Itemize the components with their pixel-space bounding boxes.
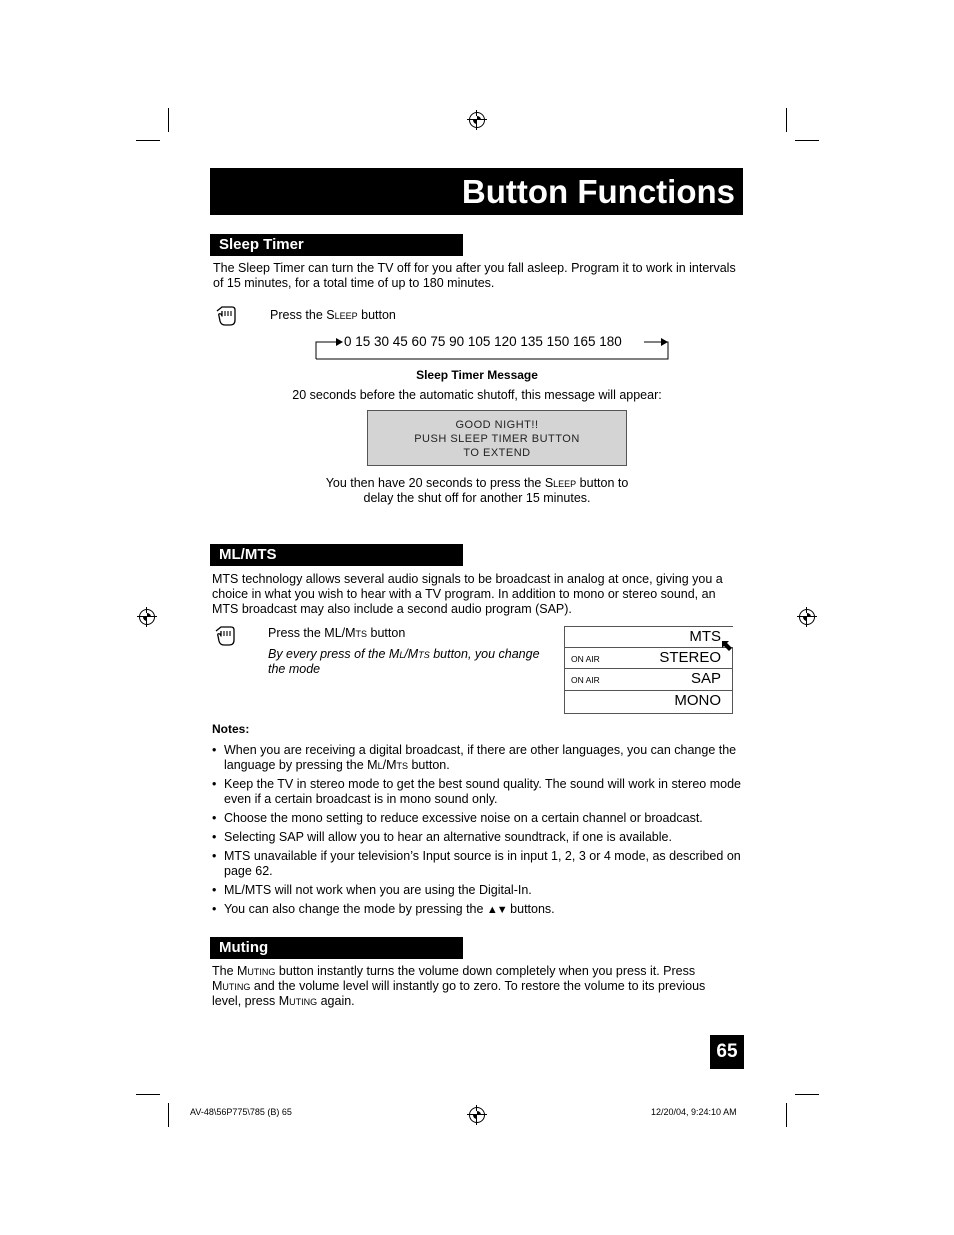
mts-row-label: SAP (690, 670, 721, 687)
sleep-after-text-line2: delay the shut off for another 15 minutes. (363, 491, 591, 505)
page-title-bar (210, 168, 743, 215)
muting-heading: Muting (210, 937, 463, 959)
note-text: /M (382, 758, 397, 772)
page-number: 65 (710, 1035, 744, 1069)
notes-list (212, 743, 747, 922)
note-text: You can also change the mode by pressing the (224, 902, 487, 916)
muting-text (212, 964, 747, 1009)
muting-text-part: The (212, 964, 238, 978)
sleep-message-intro: 20 seconds before the automatic shutoff, this message will appear: (292, 388, 662, 402)
crop-mark (136, 140, 160, 141)
list-item (212, 743, 747, 773)
muting-text-part: and the volume level will instantly go to zero. To restore the volume to its previous (250, 979, 706, 993)
sleep-sequence: 0 15 30 45 60 75 90 105 120 135 150 165 180 (344, 334, 622, 349)
note-text: buttons. (506, 902, 555, 916)
note-text-sc: l (377, 758, 383, 772)
crop-mark (795, 1094, 819, 1095)
mlmts-heading: ML/MTS (210, 544, 463, 566)
crop-mark (786, 1103, 787, 1127)
mlmts-press-suffix: button (367, 626, 406, 640)
mts-row-label: MTS (689, 628, 721, 645)
sleep-timer-heading: Sleep Timer (210, 234, 463, 256)
mts-row-stereo (564, 647, 733, 669)
mlmts-press-prefix: Press the (268, 626, 325, 640)
note-button-b: l (399, 647, 405, 661)
note-text: When you are receiving a digital broadcast, if there are other languages, you can change the language by pressing the M (224, 743, 737, 772)
mts-row-label: MONO (674, 692, 721, 709)
mts-row-header (564, 626, 733, 648)
footer-left: AV-48\56P775\785 (B) 65 (190, 1107, 292, 1117)
mlmts-button-name-a: ML/M (324, 626, 356, 640)
after-prefix: You then have 20 seconds to press the (325, 476, 545, 490)
on-air-label: ON AIR (571, 654, 600, 664)
up-down-arrow-icon: ▲▼ (486, 904, 507, 916)
after-button-name: Sleep (544, 476, 577, 490)
crop-mark (168, 1103, 169, 1127)
note-text: button. (408, 758, 450, 772)
sleep-message-box (367, 410, 627, 466)
sleep-message-title: Sleep Timer Message (416, 368, 538, 382)
registration-mark-icon (139, 609, 155, 625)
list-item (212, 902, 747, 918)
sleep-button-name: Sleep (326, 308, 358, 322)
crop-mark (168, 108, 169, 132)
note-suffix: button, you change the mode (268, 647, 540, 676)
message-line: PUSH SLEEP TIMER BUTTON (414, 433, 580, 445)
sleep-press-prefix: Press the (270, 308, 327, 322)
hand-press-icon (214, 625, 236, 647)
list-item (212, 849, 747, 879)
footer-right: 12/20/04, 9:24:10 AM (651, 1107, 737, 1117)
note-text: Choose the mono setting to reduce excessive noise on a certain channel or broadcast. (224, 811, 703, 825)
muting-text-part: button instantly turns the volume down completely when you press it. Press (275, 964, 696, 978)
muting-text-part: again. (317, 994, 355, 1008)
muting-text-part: level, press (212, 994, 279, 1008)
message-line: GOOD NIGHT!! (455, 419, 539, 431)
mts-mode-panel (564, 626, 734, 714)
message-line: TO EXTEND (463, 447, 531, 459)
sleep-after-text (0, 476, 954, 491)
mts-row-mono (564, 691, 733, 714)
page-title: Button Functions (461, 173, 735, 210)
cursor-arrow-icon (721, 640, 733, 652)
muting-line (212, 979, 747, 994)
note-text: Selecting SAP will allow you to hear an alternative soundtrack, if one is available. (224, 830, 672, 844)
mts-row-label: STEREO (659, 649, 721, 666)
sleep-press-instruction (270, 308, 396, 323)
muting-line (212, 994, 747, 1009)
list-item (212, 883, 747, 898)
muting-button-name: Muting (212, 979, 251, 993)
on-air-label: ON AIR (571, 675, 600, 685)
note-text: Keep the TV in stereo mode to get the best sound quality. The sound will work in stereo mode even if a certain broadcast is in mono sound only. (224, 777, 741, 806)
note-text-sc: ts (396, 758, 408, 772)
mlmts-intro: MTS technology allows several audio signals to be broadcast in analog at once, giving you a choice in what you wish to hear with a TV program. In addition to mono or stereo sound, an MTS broadcast may also include a second audio program (SAP). (212, 572, 723, 616)
note-button-a: M (388, 647, 400, 661)
crop-mark (795, 140, 819, 141)
sleep-timer-intro: The Sleep Timer can turn the TV off for you after you fall asleep. Program it to work in intervals of 15 minutes, for a total time of up to 180 minutes. (213, 261, 736, 290)
list-item (212, 830, 747, 845)
registration-mark-icon (799, 609, 815, 625)
crop-mark (136, 1094, 160, 1095)
mlmts-press-instruction (268, 626, 405, 641)
note-prefix: By every press of the (268, 647, 389, 661)
list-item (212, 777, 747, 807)
registration-mark-icon (469, 1107, 485, 1123)
hand-press-icon (215, 305, 237, 327)
mts-row-sap (564, 669, 733, 691)
registration-mark-icon (469, 112, 485, 128)
note-button-d: ts (418, 647, 430, 661)
list-item (212, 811, 747, 826)
muting-line (212, 964, 747, 979)
after-suffix: button to (576, 476, 629, 490)
mlmts-button-name-b: ts (355, 626, 368, 640)
muting-button-name: Muting (278, 994, 318, 1008)
mlmts-mode-note (268, 647, 553, 677)
note-button-c: /M (404, 647, 419, 661)
note-text: MTS unavailable if your television’s Input source is in input 1, 2, 3 or 4 mode, as described on page 62. (224, 849, 741, 878)
muting-button-name: Muting (237, 964, 276, 978)
sleep-press-suffix: button (357, 308, 396, 322)
note-text: ML/MTS will not work when you are using the Digital-In. (224, 883, 532, 897)
crop-mark (786, 108, 787, 132)
notes-heading: Notes: (212, 722, 250, 736)
